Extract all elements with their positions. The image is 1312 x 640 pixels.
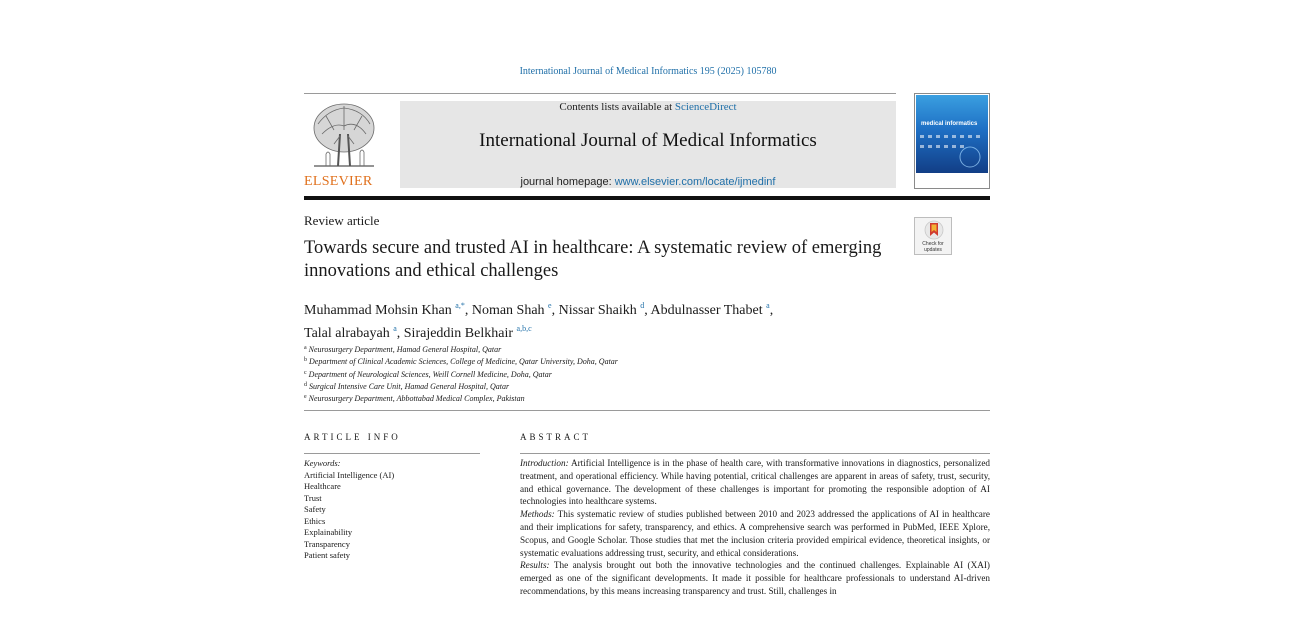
keyword[interactable]: Healthcare xyxy=(304,481,341,491)
abstract-methods: Methods: This systematic review of studies published between 2010 and 2023 addressed the applications of AI in healthcare and their implications for safety, transparency, and ethics. A comprehensive search was performed in PubMed, IEEE Xplore, Scopus, and Google Scholar. Those studies that met the inclusion criteria provided empirical evidence, theoretical insights, or systematic evaluations addressing trust, security, and ethical considerations. xyxy=(520,509,990,558)
author-list: Muhammad Mohsin Khan $^{a,*}$, Noman Shah $^e$, Nissar Shaikh $^d$, Abdulnasser Thabet $^a$, Talal alrabayah $^a$, Sirajeddin Belkhair $^{a,b,c}$ xyxy=(304,301,774,341)
elsevier-logo[interactable] xyxy=(304,100,382,190)
affiliation-marker[interactable]: a,b,c xyxy=(516,324,532,333)
affiliation-item: $^b$ Department of Clinical Academic Sciences, College of Medicine, Qatar University, Doha, Qatar xyxy=(304,357,618,367)
author[interactable]: Muhammad Mohsin Khan $^{a,*}$ xyxy=(304,301,465,318)
tree-icon xyxy=(304,100,382,174)
check-updates-label: Check for updates xyxy=(922,241,944,253)
article-type: Review article xyxy=(304,213,380,228)
journal-citation[interactable]: International Journal of Medical Informatics 195 (2025) 105780 xyxy=(519,66,777,77)
bookmark-icon xyxy=(915,219,953,243)
article-title: Towards secure and trusted AI in healthcare: A systematic review of emerging innovations and ethical challenges xyxy=(304,238,882,281)
affiliation-item: $^c$ Department of Neurological Sciences, Weill Cornell Medicine, Doha, Qatar xyxy=(304,369,552,379)
keyword[interactable]: Safety xyxy=(304,504,326,514)
affiliation-marker[interactable]: d xyxy=(640,301,645,310)
contents-prefix: Contents lists available at xyxy=(559,101,673,113)
journal-cover-thumbnail[interactable] xyxy=(914,93,990,189)
keyword[interactable]: Artificial Intelligence (AI) xyxy=(304,469,395,480)
author[interactable]: Nissar Shaikh $^d$ xyxy=(558,301,645,318)
abstract-divider xyxy=(520,453,990,454)
affiliation-marker[interactable]: a xyxy=(393,324,397,333)
keyword[interactable]: Patient safety xyxy=(304,550,351,560)
homepage-label: journal homepage: xyxy=(520,176,612,188)
affiliation-marker[interactable]: a,* xyxy=(455,301,465,310)
affiliation-marker[interactable]: a xyxy=(766,301,770,310)
elsevier-wordmark: ELSEVIER xyxy=(304,174,373,189)
author[interactable]: Talal alrabayah $^a$ xyxy=(304,324,397,341)
cover-title: medical informatics xyxy=(921,121,978,127)
cover-artwork xyxy=(916,95,988,173)
author[interactable]: Abdulnasser Thabet $^a$ xyxy=(650,301,770,318)
header-thick-divider xyxy=(304,196,990,200)
contents-line xyxy=(400,101,896,113)
header-divider xyxy=(304,93,896,94)
journal-banner xyxy=(400,101,896,188)
article-info-divider xyxy=(304,453,480,454)
keyword[interactable]: Explainability xyxy=(304,527,353,537)
keywords-list xyxy=(304,458,394,562)
abstract-results: Results: The analysis brought out both the innovative technologies and the continued challenges. Explainable AI (XAI) emerged as one of the significant developments. It made it possible for healthcare professionals to understand AI-driven recommendations, by this means increasing transparency and trust. Still, challenges in xyxy=(520,560,990,596)
sciencedirect-link[interactable]: ScienceDirect xyxy=(674,101,737,113)
keyword[interactable]: Ethics xyxy=(304,515,326,526)
affiliation-marker[interactable]: e xyxy=(548,301,552,310)
keyword[interactable]: Trust xyxy=(304,492,322,503)
abstract-body xyxy=(520,457,990,610)
abstract-heading: ABSTRACT xyxy=(520,432,592,442)
abstract-introduction: Introduction: Artificial Intelligence is in the phase of health care, with transformative innovations in diagnostics, personalized treatment, and operational efficiency. While having potential, critical challenges are apparent in areas of safety, trust, security, and ethical governance. The development of these challenges is important for promoting the responsible adoption of AI technologies into healthcare systems. xyxy=(520,458,990,507)
affiliation-item: $^a$ Neurosurgery Department, Hamad General Hospital, Qatar xyxy=(304,345,502,354)
affiliation-item: $^e$ Neurosurgery Department, Abbottabad Medical Complex, Pakistan xyxy=(304,394,525,404)
check-for-updates-button[interactable] xyxy=(914,217,952,255)
keywords-label: Keywords: xyxy=(304,458,341,468)
homepage-line xyxy=(400,176,896,188)
keyword[interactable]: Transparency xyxy=(304,538,350,549)
author[interactable]: Noman Shah $^e$ xyxy=(471,301,552,318)
homepage-link[interactable]: www.elsevier.com/locate/ijmedinf xyxy=(614,176,776,188)
journal-name: International Journal of Medical Informatics xyxy=(479,130,817,151)
article-info-heading: ARTICLE INFO xyxy=(304,432,401,442)
affiliation-item: $^d$ Surgical Intensive Care Unit, Hamad General Hospital, Qatar xyxy=(304,381,510,391)
author[interactable]: Sirajeddin Belkhair $^{a,b,c}$ xyxy=(403,324,532,341)
section-divider xyxy=(304,410,990,411)
affiliations-list xyxy=(304,343,618,404)
